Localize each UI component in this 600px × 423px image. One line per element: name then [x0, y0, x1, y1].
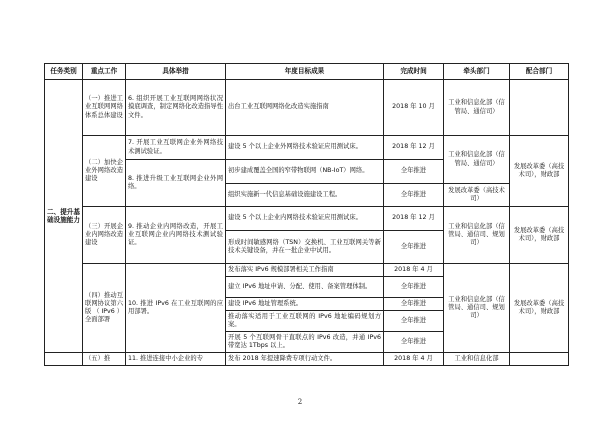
coop-dept-cell	[510, 353, 569, 366]
focus-cell: （五）推	[83, 353, 126, 366]
table-row	[45, 353, 569, 366]
lead-dept-cell: 工业和信息化部（信管局、通信司）	[444, 80, 510, 136]
goal-cell: 推动落实适用于工业互联网的 IPv6 地址编码规划方案。	[226, 311, 384, 332]
time-cell: 2018 年 4 月	[384, 264, 444, 277]
header-category: 任务类别	[45, 64, 83, 80]
focus-cell: （三）开展企业内网络改造建设	[83, 207, 126, 264]
measure-cell: 9. 推动企业内网络改造，开展工业互联网企业内网络技术测试验证。	[126, 207, 226, 264]
header-focus: 重点工作	[83, 64, 126, 80]
lead-dept-cell: 工业和信息化部	[444, 353, 510, 366]
header-time: 完成时间	[384, 64, 444, 80]
goal-cell: 初步建成覆盖全国的窄带物联网（NB-IoT）网络。	[226, 160, 384, 184]
time-cell: 全年推进	[384, 277, 444, 298]
goal-cell: 发布 2018 年提速降费专项行动文件。	[226, 353, 384, 366]
time-cell: 全年推进	[384, 298, 444, 311]
task-table	[44, 63, 569, 366]
measure-cell: 6. 组织开展工业互联网网络状况摸底调查，制定网络化改造指导性文件。	[126, 80, 226, 136]
goal-cell: 组织实施新一代信息基础设施建设工程。	[226, 184, 384, 207]
time-cell: 全年推进	[384, 184, 444, 207]
lead-dept-cell: 工业和信息化部（信管局、通信司、规划司）	[444, 264, 510, 353]
table-row	[45, 207, 569, 231]
goal-cell: 开展 5 个互联网骨干直联点的 IPv6 改造，并通 IPv6 带宽达 1Tbps 以上。	[226, 332, 384, 353]
time-cell: 全年推进	[384, 332, 444, 353]
focus-cell: （二）加快企业外网络改造建设	[83, 136, 126, 207]
goal-cell: 建立 IPv6 地址申请、分配、使用、备案管理体制。	[226, 277, 384, 298]
lead-dept-cell: 发展改革委（高技术司）	[444, 184, 510, 207]
time-cell: 2018 年 12 月	[384, 136, 444, 160]
time-cell: 2018 年 10 月	[384, 80, 444, 136]
category-cell	[45, 353, 83, 366]
header-row	[45, 64, 569, 80]
header-goals: 年度目标成果	[226, 64, 384, 80]
table-row	[45, 136, 569, 160]
goal-cell: 建设 5 个以上企业外网络技术验证应用测试床。	[226, 136, 384, 160]
coop-dept-cell: 发展改革委（高技术司），财政部	[510, 136, 569, 207]
goal-cell: 建设 5 个以上企业内网络技术验证应用测试床。	[226, 207, 384, 231]
coop-dept-cell	[510, 80, 569, 136]
coop-dept-cell: 发展改革委（高技术司），财政部	[510, 207, 569, 264]
header-coop-dept: 配合部门	[510, 64, 569, 80]
focus-cell: （一）推进工业互联网网络体系总体建设	[83, 80, 126, 136]
time-cell: 全年推进	[384, 231, 444, 264]
measure-cell: 8. 推进升级工业互联网企业外网络。	[126, 160, 226, 207]
measure-cell: 11. 推进连接中小企业的专	[126, 353, 226, 366]
time-cell: 2018 年 4 月	[384, 353, 444, 366]
measure-cell: 10. 推进 IPv6 在工业互联网的应用部署。	[126, 264, 226, 353]
header-lead-dept: 牵头部门	[444, 64, 510, 80]
coop-dept-cell: 发展改革委（高技术司），财政部	[510, 264, 569, 353]
goal-cell: 发布落实 IPv6 规模部署相关工作指南	[226, 264, 384, 277]
lead-dept-cell: 工业和信息化部（信管局、通信司）	[444, 136, 510, 184]
page-number: 2	[297, 398, 303, 406]
focus-cell: （四）推动互联网协议第六版（IPv6）全面部署	[83, 264, 126, 353]
measure-cell: 7. 开展工业互联网企业外网络技术测试验证。	[126, 136, 226, 160]
time-cell: 全年推进	[384, 311, 444, 332]
time-cell: 2018 年 12 月	[384, 207, 444, 231]
table-row	[45, 264, 569, 277]
category-cell: 二、提升基础设施能力	[45, 80, 83, 353]
header-measures: 具体举措	[126, 64, 226, 80]
time-cell: 全年推进	[384, 160, 444, 184]
goal-cell: 建设 IPv6 地址管理系统。	[226, 298, 384, 311]
goal-cell: 出台工业互联网网络化改造实施指南	[226, 80, 384, 136]
lead-dept-cell: 工业和信息化部（信管局、通信司、规划司）	[444, 207, 510, 264]
table-row	[45, 80, 569, 136]
goal-cell: 形成时间敏感网络（TSN）交换机、工业互联网关等新技术关键设备，并在一批企业中试用。	[226, 231, 384, 264]
